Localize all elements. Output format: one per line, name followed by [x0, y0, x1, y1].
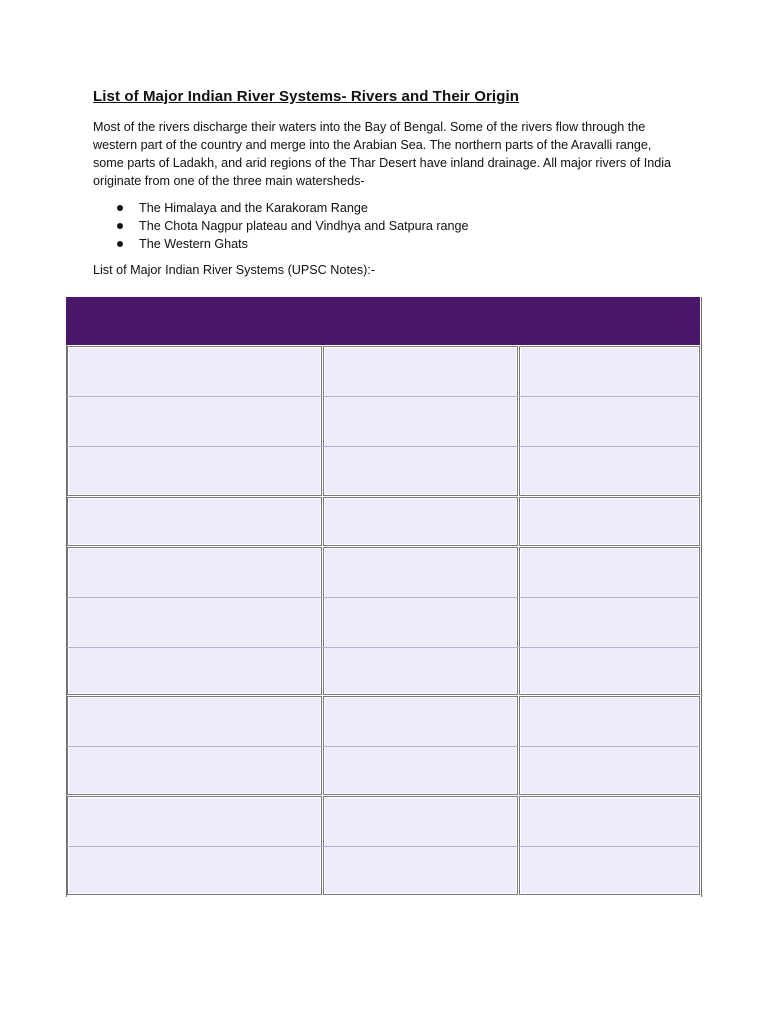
table-cell: [519, 497, 700, 546]
table-caption: List of Major Indian River Systems (UPSC Notes):-: [93, 263, 376, 277]
river-table: [66, 297, 702, 897]
watershed-list: [93, 199, 469, 253]
row-rule: [67, 846, 700, 847]
bullet-icon: [117, 205, 123, 211]
bullet-icon: [117, 223, 123, 229]
table-cell: [519, 346, 700, 496]
table-header-row: [66, 297, 700, 345]
list-item-label: The Himalaya and the Karakoram Range: [139, 201, 368, 215]
list-item: [93, 217, 469, 235]
table-cell: [323, 497, 518, 546]
row-rule: [67, 396, 700, 397]
row-rule: [67, 597, 700, 598]
table-right-edge: [701, 297, 702, 897]
document-title: List of Major Indian River Systems- Rivers and Their Origin: [93, 88, 519, 105]
table-cell: [67, 346, 322, 496]
row-rule: [67, 647, 700, 648]
row-rule: [67, 746, 700, 747]
table-cell: [323, 547, 518, 695]
list-item-label: The Chota Nagpur plateau and Vindhya and Satpura range: [139, 219, 469, 233]
bullet-icon: [117, 241, 123, 247]
table-cell: [67, 497, 322, 546]
table-cell: [519, 547, 700, 695]
table-cell: [323, 346, 518, 496]
list-item: [93, 235, 469, 253]
list-item: [93, 199, 469, 217]
intro-paragraph: Most of the rivers discharge their waters into the Bay of Bengal. Some of the rivers flow through the western part of the country and merge into the Arabian Sea. The northern parts of the Aravalli range, some parts of Ladakh, and arid regions of the Thar Desert have inland drainage. All major rivers of India originate from one of the three main watersheds-: [93, 120, 672, 188]
table-cell: [67, 547, 322, 695]
list-item-label: The Western Ghats: [139, 237, 248, 251]
row-rule: [67, 446, 700, 447]
